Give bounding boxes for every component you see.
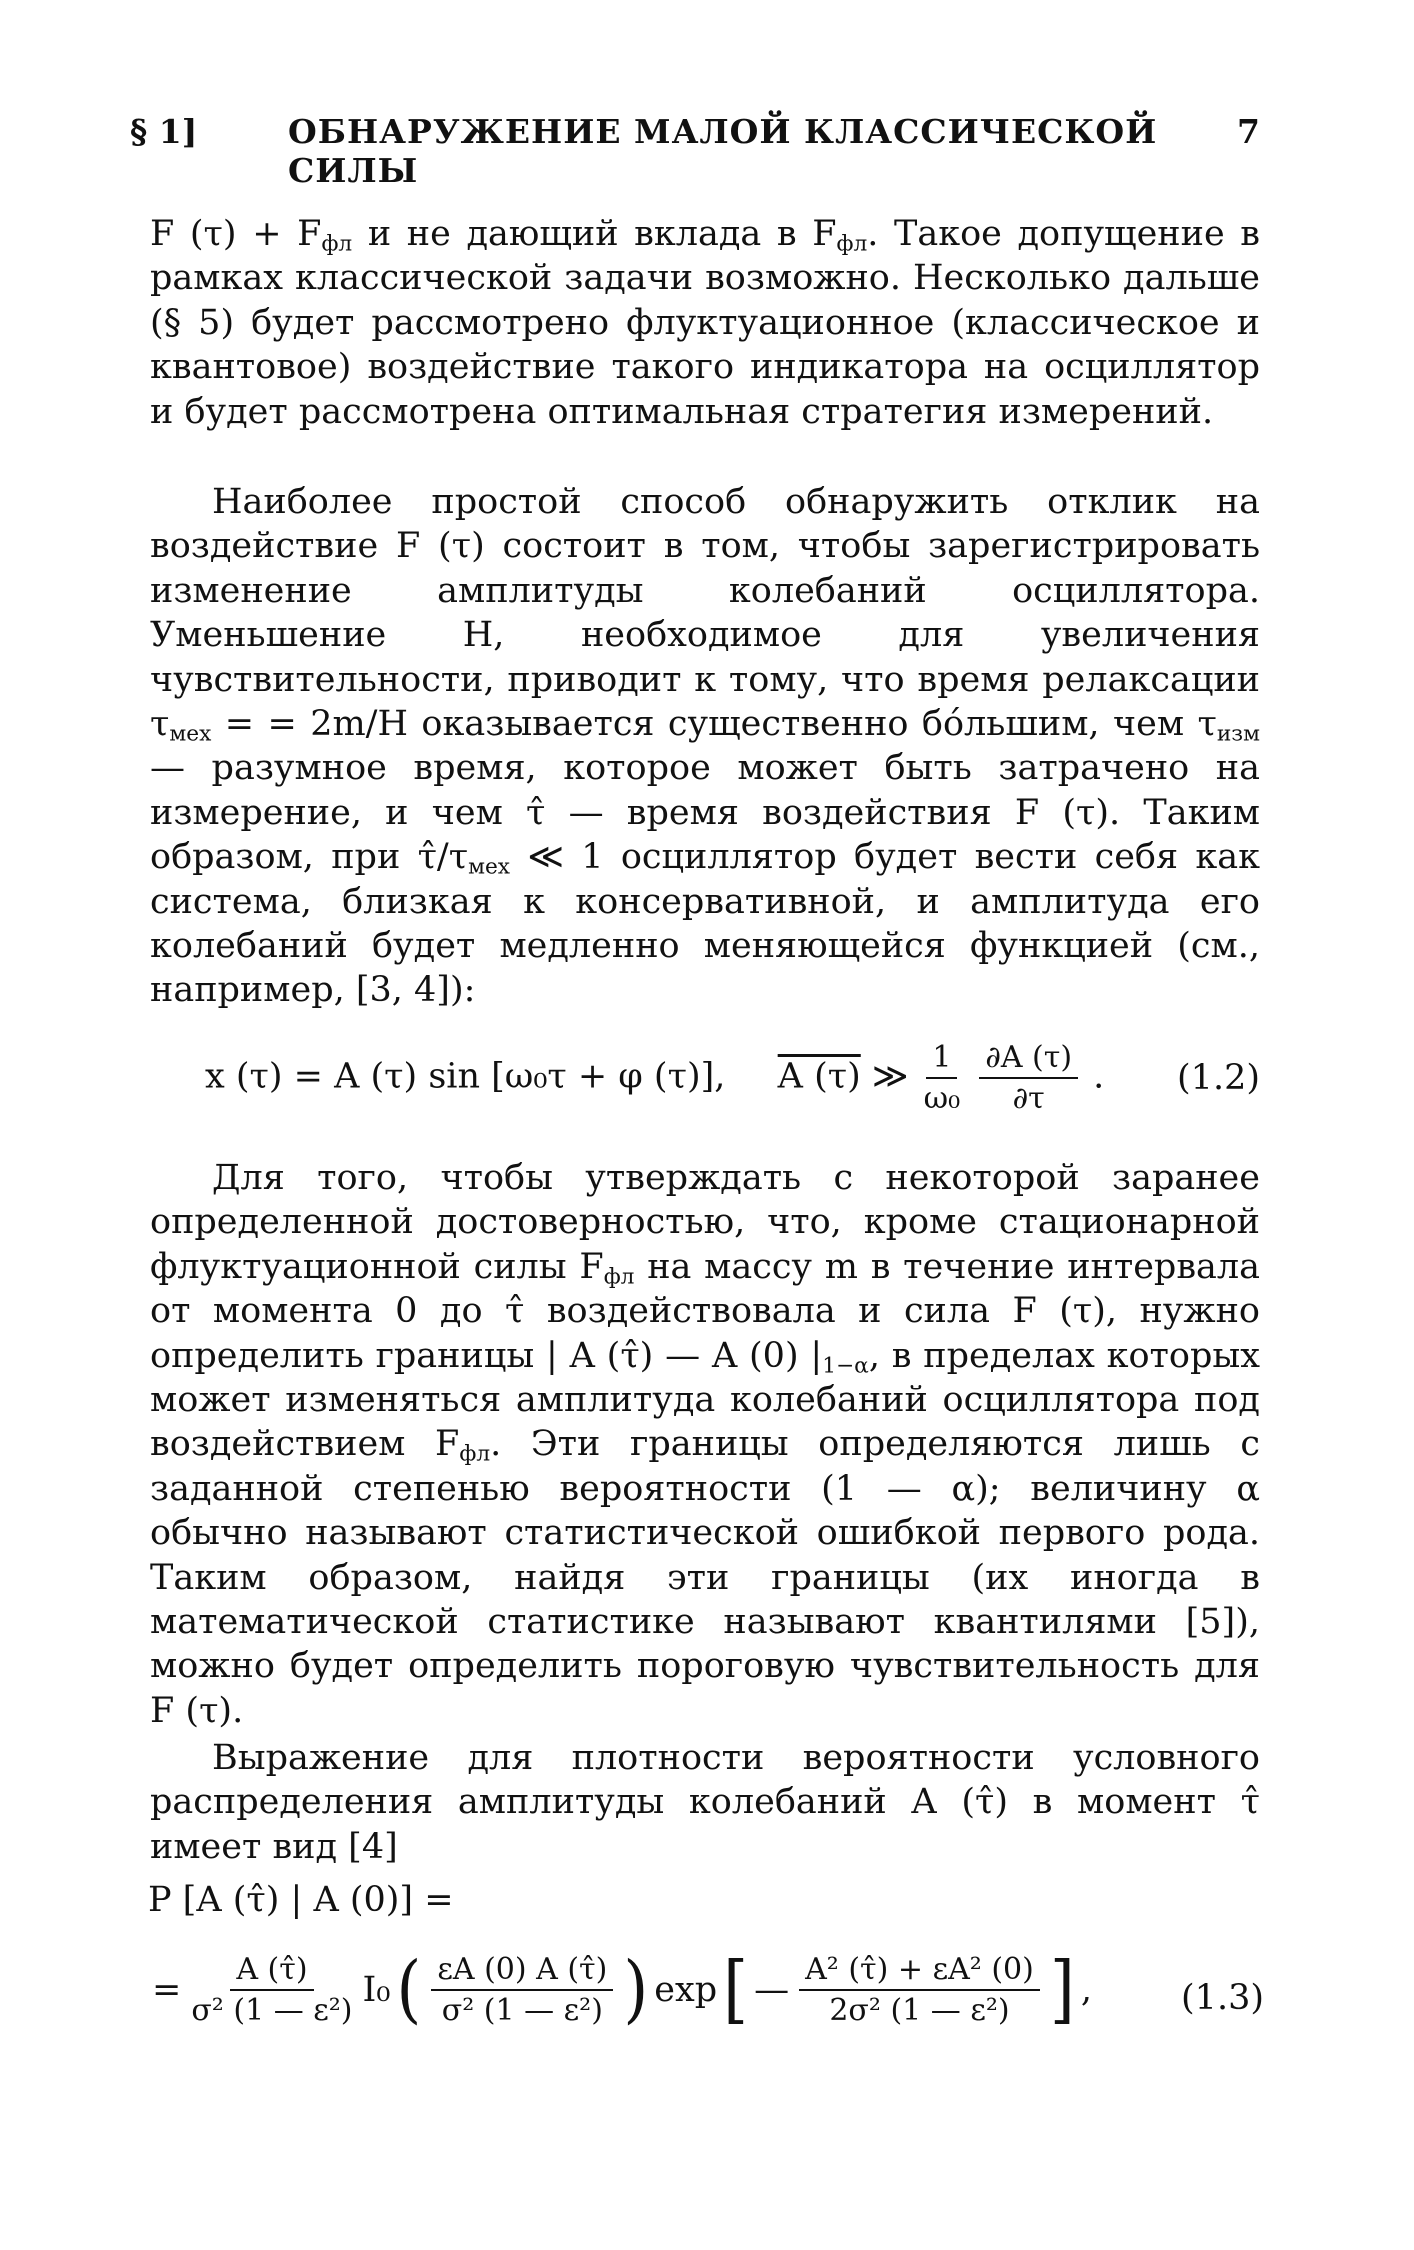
paragraph-detection bbox=[150, 480, 1260, 1013]
bracket-right: ] bbox=[1049, 1947, 1075, 2033]
subscript: фл bbox=[321, 231, 353, 257]
subscript: 1−α bbox=[822, 1353, 869, 1379]
subscript: изм bbox=[1216, 721, 1260, 747]
eq-text: ≫ bbox=[871, 1056, 909, 1097]
numerator: A (τ̂) bbox=[230, 1952, 313, 1991]
page-number: 7 bbox=[1237, 112, 1260, 151]
fraction bbox=[979, 1040, 1078, 1116]
eq-text: x (τ) = A (τ) sin [ω₀τ + φ (τ)], bbox=[205, 1056, 726, 1097]
subscript: мех bbox=[468, 854, 511, 880]
subscript: фл bbox=[603, 1264, 635, 1290]
numerator: A² (τ̂) + εA² (0) bbox=[799, 1952, 1040, 1991]
eq-text: . bbox=[1093, 1056, 1105, 1097]
eq-text: exp bbox=[654, 1970, 718, 2010]
denominator: 2σ² (1 — ε²) bbox=[829, 1993, 1010, 2028]
equation-1-3-line2 bbox=[152, 1947, 1092, 2033]
paragraph-boundaries bbox=[150, 1156, 1260, 1733]
text-run: , в пределах которых может изменяться амплитуда колебаний осциллятора под воздействием F bbox=[150, 1335, 1260, 1465]
text-run: — разумное время, которое может быть затрачено на измерение, и чем τ̂ — время воздействия F (τ). Таким образом, при τ̂/τ bbox=[150, 748, 1260, 878]
paragraph-density bbox=[150, 1736, 1260, 1869]
text-run: ≪ 1 осциллятор будет вести себя как система, близкая к консервативной, и амплитуда его колебаний будет медленно меняющейся функцией (см., например, [3, 4]): bbox=[150, 837, 1260, 1011]
numerator: 1 bbox=[926, 1040, 957, 1079]
paragraph-continuation bbox=[150, 212, 1260, 434]
text-run: F (τ) + F bbox=[150, 214, 322, 254]
numerator: ∂A (τ) bbox=[979, 1040, 1078, 1079]
eq-text: I₀ bbox=[362, 1970, 391, 2010]
section-marker: § 1] bbox=[130, 112, 198, 151]
eq-text: , bbox=[1080, 1970, 1092, 2010]
text-run: . Эти границы определяются лишь с заданной степенью вероятности (1 — α); величину α обычно называют статистической ошибкой первого рода. Таким образом, найдя эти границы (их иногда в математической статистике называют квантилями [5]), можно будет определить пороговую чувствительность для F (τ). bbox=[150, 1424, 1260, 1731]
eq-text: = bbox=[152, 1970, 182, 2010]
text-run: Наиболее простой способ обнаружить отклик на воздействие F (τ) состоит в том, чтобы зарегистрировать изменение амплитуды колебаний осциллятора. Уменьшение H, необходимое для увеличения чувствительности, приводит к тому, что время релаксации τ bbox=[150, 482, 1260, 745]
running-header bbox=[130, 112, 1260, 190]
equation-1-2 bbox=[205, 1040, 1104, 1116]
denominator: σ² (1 — ε²) bbox=[191, 1993, 353, 2028]
subscript: мех bbox=[169, 721, 212, 747]
eq-text: A (τ) bbox=[777, 1056, 861, 1097]
denominator: ω₀ bbox=[923, 1081, 961, 1116]
subscript: фл bbox=[459, 1441, 491, 1467]
text-run: на массу m в течение интервала от момента 0 до τ̂ воздействовала и сила F (τ), нужно определить границы | A (τ̂) — A (0) | bbox=[150, 1246, 1261, 1376]
text-run: . Такое допущение в рамках классической задачи возможно. Несколько дальше (§ 5) будет рассмотрено флуктуационное (классическое и квантовое) воздействие такого индикатора на осциллятор и будет рассмотрена оптимальная стратегия измерений. bbox=[150, 214, 1260, 432]
eq-text: P [A (τ̂) | A (0)] = bbox=[148, 1880, 454, 1920]
subscript: фл bbox=[836, 231, 868, 257]
fraction bbox=[799, 1952, 1040, 2028]
paren-left: ( bbox=[396, 1947, 422, 2033]
numerator: εA (0) A (τ̂) bbox=[431, 1952, 613, 1991]
text-run: Для того, чтобы утверждать с некоторой заранее определенной достоверностью, что, кроме стационарной флуктуационной силы F bbox=[150, 1158, 1260, 1287]
fraction bbox=[431, 1952, 613, 2028]
text-run: и не дающий вклада в F bbox=[352, 214, 837, 254]
equation-number: (1.3) bbox=[1181, 1978, 1264, 2018]
equation-number: (1.2) bbox=[1177, 1058, 1260, 1098]
paren-right: ) bbox=[623, 1947, 649, 2033]
equation-1-3-line1 bbox=[148, 1880, 454, 1920]
denominator: σ² (1 — ε²) bbox=[441, 1993, 603, 2028]
denominator: ∂τ bbox=[1012, 1081, 1045, 1116]
fraction bbox=[924, 1040, 961, 1116]
eq-text: — bbox=[754, 1970, 790, 2010]
chapter-title: ОБНАРУЖЕНИЕ МАЛОЙ КЛАССИЧЕСКОЙ СИЛЫ bbox=[288, 112, 1158, 190]
bracket-left: [ bbox=[723, 1947, 749, 2033]
text-run: Выражение для плотности вероятности условного распределения амплитуды колебаний A (τ̂) в момент τ̂ имеет вид [4] bbox=[150, 1738, 1260, 1867]
fraction bbox=[191, 1952, 352, 2028]
text-run: = = 2m/H оказывается существенно бо́льшим, чем τ bbox=[211, 704, 1217, 745]
